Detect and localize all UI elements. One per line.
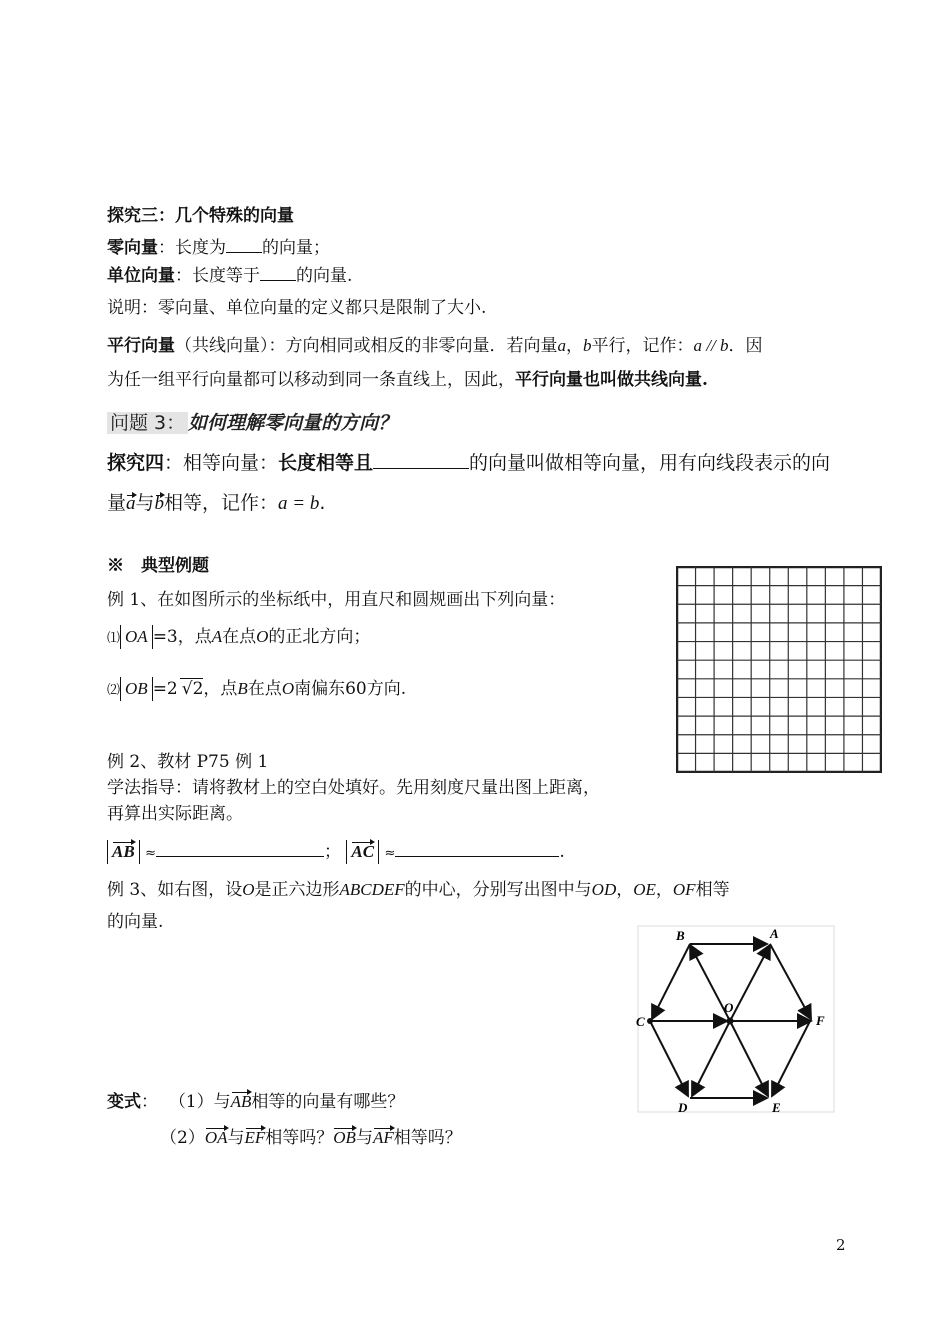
question3 [107,408,397,435]
variant-vector-oa: OA [205,1126,228,1150]
variant-line-2 [160,1126,462,1150]
zero-text-a: ：长度为 [158,238,226,258]
vector-oe-line [730,1021,768,1096]
vector-fe-line [772,1021,810,1096]
question3-label: 问题 3： [107,412,188,434]
item2-text: ，点 [203,679,238,699]
figure-background-box [638,926,834,1112]
ex3-of: OF [672,880,696,899]
item1-text3: 的正北方向； [268,627,371,647]
vector-cd-line [650,1021,688,1096]
unit-vector-label: 单位向量 [107,266,175,286]
vertex-c-dot [647,1018,653,1024]
sqrt-radicand: 2 [192,679,204,699]
vector-a: a [126,493,136,514]
ex3-oe: OE [633,880,656,899]
vector-bc-line [652,944,690,1019]
vector-od-line [692,1021,730,1096]
example2-text: 例 2、教材 P75 例 1 [107,752,269,772]
example1-text: 例 1、在如图所示的坐标纸中，用直尺和圆规画出下列向量： [107,590,566,610]
label-d: D [678,1100,688,1115]
approx-1: ≈ [145,846,156,861]
label-e: E [772,1100,781,1115]
ex3-a: 例 3、如右图，设 [107,880,243,900]
s4-l2b: 与 [135,492,155,514]
item1-text2: 在点 [222,627,257,647]
example2-guide-2: 再算出实际距离。 [107,804,243,824]
unit-text-b: 的向量. [296,266,353,286]
note-line: 说明：零向量、单位向量的定义都只是限制了大小. [107,298,487,318]
parallel-line2b: 平行向量也叫做共线向量. [515,370,708,390]
parallel-line-2 [107,368,708,392]
section4-text-a: ：相等向量： [164,452,279,474]
equal-vector-blank[interactable] [373,450,469,469]
section4-line-2 [107,488,325,515]
parallel-label: 平行向量 [107,336,175,356]
var-b: b [583,336,592,355]
ex3-hexagon: ABCDEF [339,880,405,899]
var-a: a [557,336,566,355]
page-number: 2 [836,1236,846,1254]
s4-end: . [319,492,326,514]
item2-text3: 南偏东 [294,679,346,699]
section3-heading: 探究三：几个特殊的向量 [107,206,294,226]
ex3-od: OD [591,880,617,899]
grid-border [677,567,881,772]
point-o: O [256,627,269,646]
vector-ab: AB [112,840,135,864]
hexagon-figure [630,924,842,1118]
vector-af-line [770,944,811,1019]
ex3-comma1: ， [616,880,634,900]
ex3-o: O [242,880,255,899]
item2-num: ⑵ [107,683,121,698]
parallel-line-1 [107,334,762,358]
parallel-text3: ．因 [728,336,763,356]
ac-distance-blank[interactable] [395,838,559,857]
sqrt-symbol: √2 [181,679,204,699]
example2-guide-1: 学法指导：请将教材上的空白处填好。先用刻度尺量出图上距离， [107,778,600,798]
item2-text4: 方向. [366,679,407,699]
vector-oa: OA [125,627,148,646]
vector-b: b [154,493,165,514]
parallel-line2a: 为任一组平行向量都可以移动到同一条直线上，因此， [107,370,515,390]
variant-label: 变式 [107,1092,141,1112]
ab-distance-blank[interactable] [156,838,324,857]
angle-60: 60 [345,679,367,699]
ex3-b: 是正六边形 [254,880,340,900]
ex3-c: 的中心，分别写出图中与 [404,880,592,900]
variant-vector-ab: AB [231,1090,252,1114]
label-f: F [816,1013,825,1028]
item2-value: =2 [152,679,178,699]
vector-ob: OB [125,679,148,698]
variant-vector-ef: EF [245,1126,266,1150]
parallel-text2: 平行，记作： [591,336,694,356]
period: . [559,842,565,862]
item1-value: =3 [152,627,178,647]
label-o: O [724,1000,734,1015]
examples-heading: ※ 典型例题 [107,556,209,576]
item1-text: ，点 [177,627,212,647]
point-o-2: O [281,679,295,698]
example1-item2 [107,677,406,703]
ex3-comma2: ， [655,880,673,900]
unit-vector-line [107,262,352,288]
section4-line-1 [107,448,830,475]
variant-1b: 相等的向量有哪些？ [251,1092,405,1112]
equal-notation: a = b [278,493,320,514]
ex3-d: 相等 [695,880,730,900]
point-b: B [237,679,248,698]
unit-length-blank[interactable] [260,262,296,281]
variant-q1: 相等吗？ [265,1128,334,1148]
comma: ， [566,336,583,356]
item2-text2: 在点 [247,679,282,699]
variant-vector-ob: OB [333,1126,356,1150]
example1-item1 [107,625,370,651]
variant-1a: （1）与 [168,1092,231,1112]
variant-colon: ： [141,1092,158,1112]
separator: ； [324,842,341,862]
s4-l2a: 量 [107,492,127,514]
variant-line-1 [107,1090,404,1114]
s4-l2c: 相等，记作： [164,492,279,514]
question3-text: 如何理解零向量的方向？ [188,412,398,434]
label-a: A [770,926,779,941]
center-point-o [727,1018,734,1025]
item1-num: ⑴ [107,631,121,646]
section4-label: 探究四 [107,452,165,474]
section4-bold: 长度相等且 [278,452,374,474]
variant-with2: 与 [355,1128,373,1148]
unit-text-a: ：长度等于 [175,266,260,286]
point-a: A [211,627,223,646]
variant-vector-af: AF [373,1126,394,1150]
zero-length-blank[interactable] [226,234,262,253]
variant-q2: 相等吗？ [393,1128,462,1148]
variant-with1: 与 [227,1128,245,1148]
vector-ac: AC [351,840,374,864]
example3-line-2: 的向量. [107,912,164,932]
zero-vector-label: 零向量 [107,238,158,258]
parallel-text: （共线向量）：方向相同或相反的非零向量．若向量 [175,336,558,356]
zero-text-b: 的向量； [262,238,330,258]
zero-vector-line [107,234,330,260]
vector-oa-line [730,945,770,1021]
grid-paper[interactable] [676,566,882,773]
example3-line-1 [107,878,730,902]
parallel-notation: a // b [693,336,729,355]
approx-2: ≈ [384,846,396,861]
label-b: B [676,928,685,943]
example2-blanks [107,838,565,866]
section4-text-b: 的向量叫做相等向量，用有向线段表示的向 [469,452,831,474]
variant-2a: （2） [160,1128,205,1148]
label-c: C [636,1014,645,1029]
